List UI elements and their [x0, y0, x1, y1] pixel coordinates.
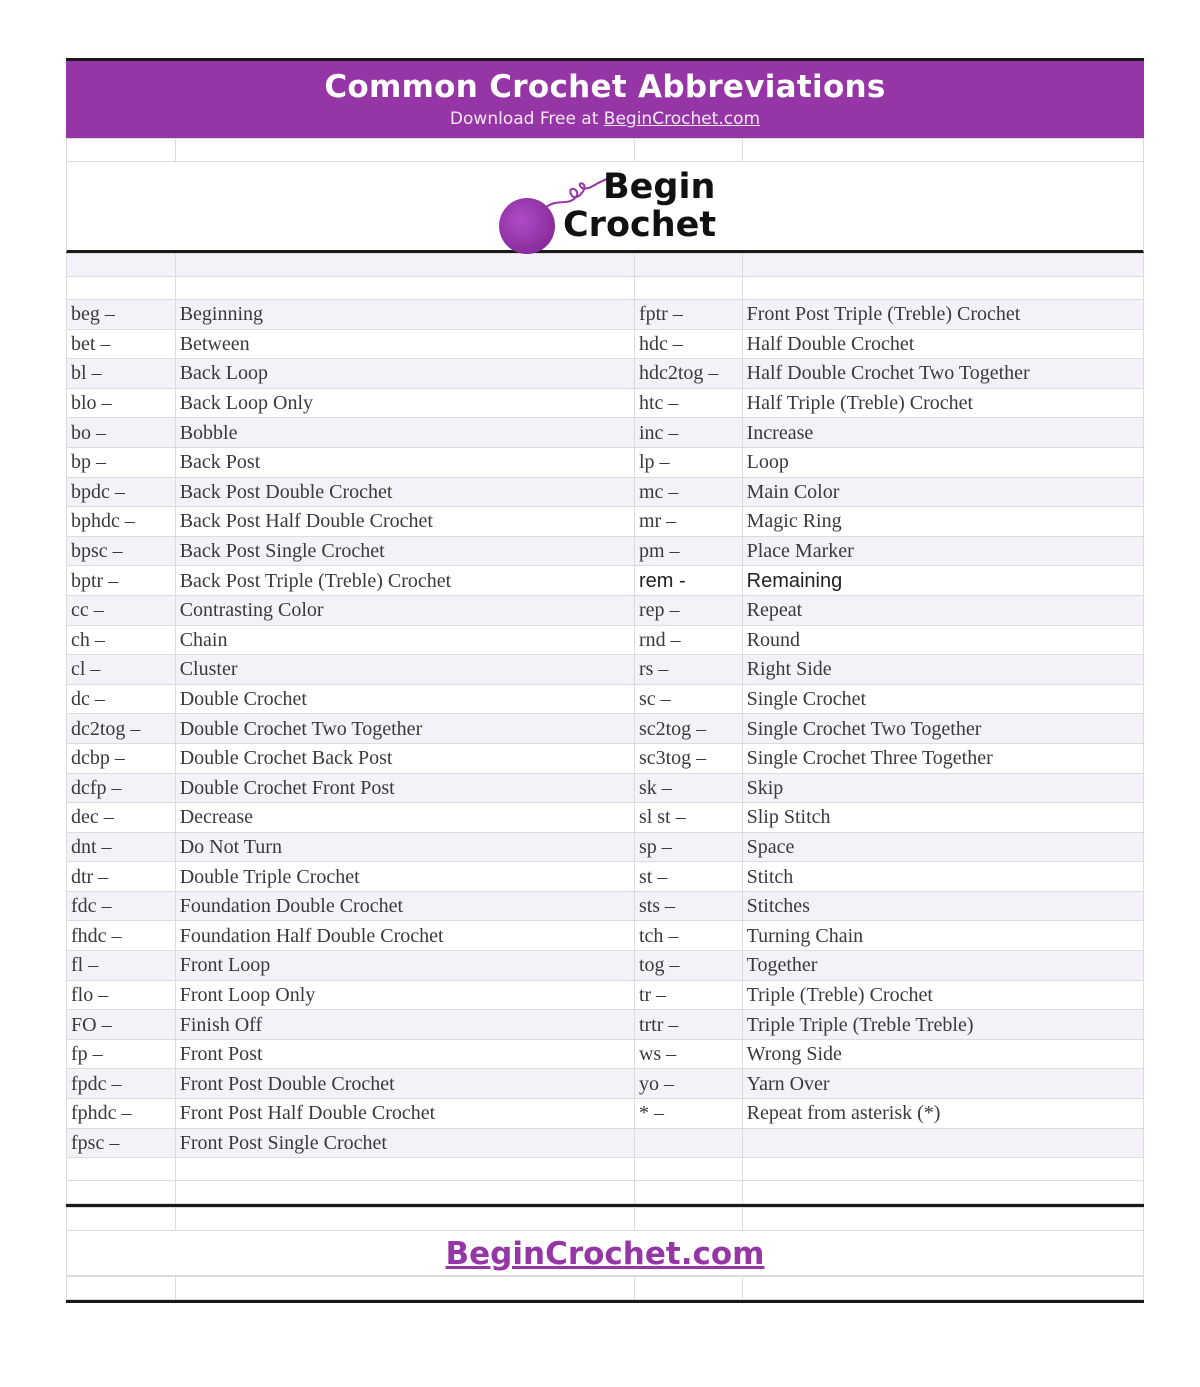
table-row	[67, 566, 1144, 596]
abbreviation-cell: sk –	[634, 773, 742, 803]
table-row	[67, 507, 1144, 537]
definition-cell: Front Post Half Double Crochet	[175, 1099, 634, 1129]
definition-cell: Double Crochet Front Post	[175, 773, 634, 803]
definition-cell: Double Crochet Back Post	[175, 743, 634, 773]
page-title: Common Crochet Abbreviations	[324, 69, 886, 105]
table-row	[67, 359, 1144, 389]
definition-cell: Back Post Single Crochet	[175, 536, 634, 566]
abbreviation-cell: bphdc –	[67, 507, 176, 537]
footer	[66, 1231, 1144, 1276]
table-row	[67, 714, 1144, 744]
definition-cell: Decrease	[175, 803, 634, 833]
spacer-grid-bottom	[66, 1276, 1144, 1300]
definition-cell: Double Crochet Two Together	[175, 714, 634, 744]
abbreviation-cell: fdc –	[67, 891, 176, 921]
table-row	[67, 388, 1144, 418]
definition-cell: Main Color	[742, 477, 1143, 507]
table-row	[67, 300, 1144, 330]
definition-cell: Back Post Half Double Crochet	[175, 507, 634, 537]
spacer-grid-footer	[66, 1207, 1144, 1231]
abbreviation-cell: rem -	[634, 566, 742, 596]
definition-cell: Turning Chain	[742, 921, 1143, 951]
abbreviation-cell: yo –	[634, 1069, 742, 1099]
table-row	[67, 418, 1144, 448]
definition-cell: Slip Stitch	[742, 803, 1143, 833]
abbreviation-cell: fphdc –	[67, 1099, 176, 1129]
definition-cell: Loop	[742, 447, 1143, 477]
definition-cell: Front Loop Only	[175, 980, 634, 1010]
table-row	[67, 684, 1144, 714]
definition-cell: Cluster	[175, 655, 634, 685]
abbreviation-cell: sl st –	[634, 803, 742, 833]
definition-cell: Front Post Double Crochet	[175, 1069, 634, 1099]
definition-cell: Skip	[742, 773, 1143, 803]
definition-cell: Back Loop	[175, 359, 634, 389]
definition-cell: Repeat	[742, 595, 1143, 625]
abbreviation-cell: hdc2tog –	[634, 359, 742, 389]
table-row	[67, 329, 1144, 359]
abbreviation-cell: dc –	[67, 684, 176, 714]
logo-wordmark	[563, 168, 716, 244]
abbreviation-cell: bo –	[67, 418, 176, 448]
abbreviations-table	[66, 253, 1144, 1204]
abbreviation-cell: lp –	[634, 447, 742, 477]
definition-cell: Back Post Triple (Treble) Crochet	[175, 566, 634, 596]
table-row	[67, 655, 1144, 685]
spacer-row	[67, 1181, 1144, 1204]
definition-cell: Foundation Half Double Crochet	[175, 921, 634, 951]
definition-cell: Half Triple (Treble) Crochet	[742, 388, 1143, 418]
spacer-row	[67, 254, 1144, 277]
abbreviation-cell: dc2tog –	[67, 714, 176, 744]
abbreviation-cell: sc –	[634, 684, 742, 714]
table-row	[67, 803, 1144, 833]
table-row	[67, 1069, 1144, 1099]
table-row	[67, 773, 1144, 803]
definition-cell: Single Crochet Three Together	[742, 743, 1143, 773]
abbreviation-cell: bet –	[67, 329, 176, 359]
abbreviation-cell: fhdc –	[67, 921, 176, 951]
table-row	[67, 447, 1144, 477]
spacer-row	[67, 1158, 1144, 1181]
abbreviation-cell: mc –	[634, 477, 742, 507]
definition-cell: Half Double Crochet Two Together	[742, 359, 1143, 389]
abbreviation-cell: bp –	[67, 447, 176, 477]
abbreviations-sheet	[66, 58, 1144, 1303]
definition-cell: Front Post Single Crochet	[175, 1128, 634, 1158]
definition-cell: Double Triple Crochet	[175, 862, 634, 892]
abbreviation-cell: ws –	[634, 1039, 742, 1069]
abbreviation-cell: st –	[634, 862, 742, 892]
logo-line-1: Begin	[603, 167, 716, 207]
definition-cell: Round	[742, 625, 1143, 655]
table-row	[67, 1128, 1144, 1158]
abbreviation-cell: sc2tog –	[634, 714, 742, 744]
abbreviation-cell: inc –	[634, 418, 742, 448]
abbreviation-cell: fpdc –	[67, 1069, 176, 1099]
spacer-grid-top	[66, 138, 1144, 162]
table-row	[67, 1099, 1144, 1129]
definition-cell: Stitches	[742, 891, 1143, 921]
abbreviation-cell: flo –	[67, 980, 176, 1010]
definition-cell: Remaining	[742, 566, 1143, 596]
definition-cell: Single Crochet Two Together	[742, 714, 1143, 744]
abbreviation-cell: mr –	[634, 507, 742, 537]
abbreviation-cell: rnd –	[634, 625, 742, 655]
definition-cell: Yarn Over	[742, 1069, 1143, 1099]
definition-cell: Magic Ring	[742, 507, 1143, 537]
abbreviation-cell: bl –	[67, 359, 176, 389]
bottom-border	[66, 1300, 1144, 1303]
abbreviation-cell: beg –	[67, 300, 176, 330]
download-subtitle	[66, 107, 1144, 131]
definition-cell: Do Not Turn	[175, 832, 634, 862]
definition-cell: Space	[742, 832, 1143, 862]
abbreviation-cell: bpdc –	[67, 477, 176, 507]
abbreviation-cell	[634, 1128, 742, 1158]
definition-cell: Front Post	[175, 1039, 634, 1069]
definition-cell: Back Post Double Crochet	[175, 477, 634, 507]
definition-cell	[742, 1128, 1143, 1158]
abbreviation-cell: fpsc –	[67, 1128, 176, 1158]
table-row	[67, 1010, 1144, 1040]
logo-row	[66, 162, 1144, 253]
definition-cell: Front Post Triple (Treble) Crochet	[742, 300, 1143, 330]
definition-cell: Back Post	[175, 447, 634, 477]
definition-cell: Chain	[175, 625, 634, 655]
definition-cell: Finish Off	[175, 1010, 634, 1040]
abbreviations-body	[67, 254, 1144, 1158]
definition-cell: Repeat from asterisk (*)	[742, 1099, 1143, 1129]
table-row	[67, 862, 1144, 892]
subtitle-prefix: Download Free at	[449, 109, 604, 129]
abbreviation-cell: blo –	[67, 388, 176, 418]
abbreviation-cell: hdc –	[634, 329, 742, 359]
definition-cell: Stitch	[742, 862, 1143, 892]
abbreviation-cell: htc –	[634, 388, 742, 418]
definition-cell: Foundation Double Crochet	[175, 891, 634, 921]
begin-crochet-logo	[497, 168, 717, 250]
abbreviation-cell: fl –	[67, 951, 176, 981]
table-row	[67, 1039, 1144, 1069]
definition-cell: Double Crochet	[175, 684, 634, 714]
definition-cell: Triple (Treble) Crochet	[742, 980, 1143, 1010]
definition-cell: Increase	[742, 418, 1143, 448]
table-row	[67, 980, 1144, 1010]
abbreviation-cell: dtr –	[67, 862, 176, 892]
abbreviation-cell: pm –	[634, 536, 742, 566]
definition-cell: Place Marker	[742, 536, 1143, 566]
trailing-rows	[67, 1158, 1144, 1204]
table-row	[67, 536, 1144, 566]
table-row	[67, 743, 1144, 773]
spacer-row	[67, 277, 1144, 300]
abbreviation-cell: dec –	[67, 803, 176, 833]
abbreviation-cell: rep –	[634, 595, 742, 625]
definition-cell: Wrong Side	[742, 1039, 1143, 1069]
title-banner	[66, 61, 1144, 138]
table-row	[67, 951, 1144, 981]
abbreviation-cell: dcfp –	[67, 773, 176, 803]
abbreviation-cell: bpsc –	[67, 536, 176, 566]
abbreviation-cell: FO –	[67, 1010, 176, 1040]
abbreviation-cell: tr –	[634, 980, 742, 1010]
abbreviation-cell: cc –	[67, 595, 176, 625]
logo-line-2: Crochet	[563, 205, 717, 245]
table-row	[67, 832, 1144, 862]
abbreviation-cell: fptr –	[634, 300, 742, 330]
definition-cell: Right Side	[742, 655, 1143, 685]
definition-cell: Triple Triple (Treble Treble)	[742, 1010, 1143, 1040]
table-row	[67, 625, 1144, 655]
abbreviation-cell: cl –	[67, 655, 176, 685]
table-row	[67, 477, 1144, 507]
abbreviation-cell: ch –	[67, 625, 176, 655]
definition-cell: Front Loop	[175, 951, 634, 981]
definition-cell: Between	[175, 329, 634, 359]
definition-cell: Bobble	[175, 418, 634, 448]
abbreviation-cell: fp –	[67, 1039, 176, 1069]
definition-cell: Together	[742, 951, 1143, 981]
abbreviation-cell: rs –	[634, 655, 742, 685]
definition-cell: Single Crochet	[742, 684, 1143, 714]
definition-cell: Back Loop Only	[175, 388, 634, 418]
abbreviation-cell: tog –	[634, 951, 742, 981]
download-link[interactable]: BeginCrochet.com	[603, 109, 761, 129]
definition-cell: Contrasting Color	[175, 595, 634, 625]
footer-link[interactable]: BeginCrochet.com	[445, 1236, 765, 1273]
abbreviation-cell: dcbp –	[67, 743, 176, 773]
abbreviation-cell: bptr –	[67, 566, 176, 596]
table-row	[67, 595, 1144, 625]
definition-cell: Beginning	[175, 300, 634, 330]
abbreviation-cell: sc3tog –	[634, 743, 742, 773]
definition-cell: Half Double Crochet	[742, 329, 1143, 359]
abbreviation-cell: trtr –	[634, 1010, 742, 1040]
table-row	[67, 921, 1144, 951]
abbreviation-cell: sp –	[634, 832, 742, 862]
abbreviation-cell: * –	[634, 1099, 742, 1129]
table-row	[67, 891, 1144, 921]
abbreviation-cell: tch –	[634, 921, 742, 951]
abbreviation-cell: sts –	[634, 891, 742, 921]
abbreviation-cell: dnt –	[67, 832, 176, 862]
